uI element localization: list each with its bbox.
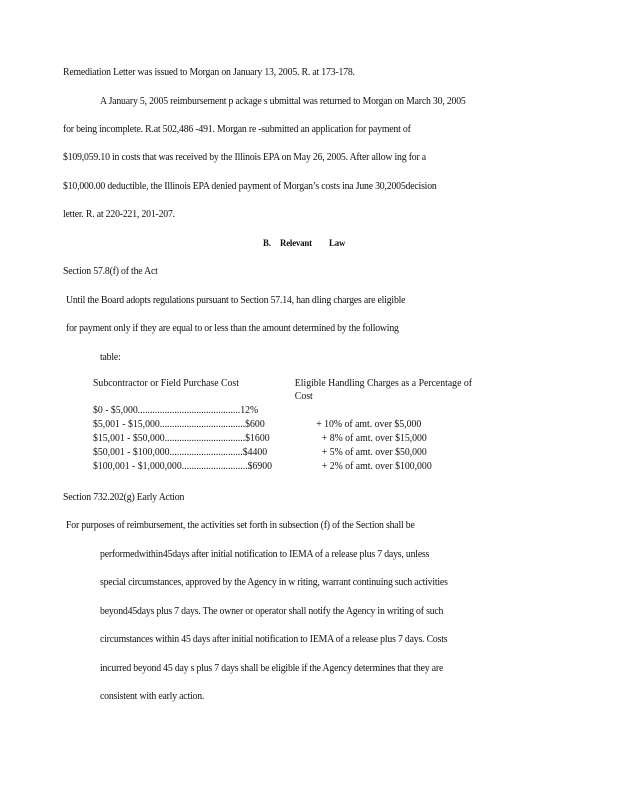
text-line: special circumstances, approved by the Agency in w riting, warrant continuing such activities bbox=[100, 577, 448, 588]
text-line: letter. R. at 220-221, 201-207. bbox=[63, 209, 175, 220]
table-cell-range: $5,001 - $15,000...................................$600 bbox=[93, 419, 265, 430]
text-line: incurred beyond 45 day s plus 7 days shall be eligible if the Agency determines that they are bbox=[100, 663, 444, 674]
section-title: Section 732.202(g) Early Action bbox=[63, 492, 185, 503]
table-cell-range: $50,001 - $100,000..............................$4400 bbox=[93, 447, 268, 458]
table-cell-range: $15,001 - $50,000.................................$1600 bbox=[93, 433, 270, 444]
text-line: Remediation Letter was issued to Morgan on January 13, 2005. R. at 173-178. bbox=[63, 67, 355, 78]
table-header-left: Subcontractor or Field Purchase Cost bbox=[93, 378, 239, 389]
text-line: For purposes of reimbursement, the activities set forth in subsection (f) of the Section shall be bbox=[66, 520, 415, 531]
section-heading-number: B. bbox=[263, 239, 271, 249]
text-line: for payment only if they are equal to or less than the amount determined by the following bbox=[66, 323, 399, 334]
text-line: $10,000.00 deductible, the Illinois EPA denied payment of Morgan’s costs ina June 30,2005decision bbox=[63, 181, 437, 192]
table-header-right-2: Cost bbox=[294, 391, 313, 402]
text-line: circumstances within 45 days after initial notification to IEMA of a release plus 7 days. Costs bbox=[100, 634, 448, 645]
table-header-right: Eligible Handling Charges as a Percentage of bbox=[294, 378, 472, 389]
text-line: consistent with early action. bbox=[100, 691, 205, 702]
table-cell-charge: + 5% of amt. over $50,000 bbox=[321, 447, 427, 458]
section-title: Section 57.8(f) of the Act bbox=[63, 266, 158, 277]
text-line: performedwithin45days after initial notification to IEMA of a release plus 7 days, unless bbox=[100, 549, 430, 560]
text-line: beyond45days plus 7 days. The owner or operator shall notify the Agency in writing of such bbox=[100, 606, 444, 617]
text-line: for being incomplete. R.at 502,486 -491. Morgan re -submitted an application for payment of bbox=[63, 124, 411, 135]
text-line: $109,059.10 in costs that was received by the Illinois EPA on May 26, 2005. After allow ing for a bbox=[63, 152, 426, 163]
section-heading-word: Law bbox=[329, 239, 346, 249]
table-cell-charge: + 8% of amt. over $15,000 bbox=[321, 433, 427, 444]
text-line: Until the Board adopts regulations pursuant to Section 57.14, han dling charges are eligible bbox=[66, 295, 406, 306]
table-cell-range: $0 - $5,000..........................................12% bbox=[93, 405, 259, 416]
text-line: table: bbox=[100, 352, 121, 363]
table-cell-range: $100,001 - $1,000,000...........................$6900 bbox=[93, 461, 273, 472]
text-line: A January 5, 2005 reimbursement p ackage s ubmittal was returned to Morgan on March 30, 2005 bbox=[100, 96, 466, 107]
table-cell-charge: + 10% of amt. over $5,000 bbox=[316, 419, 422, 430]
section-heading-word: Relevant bbox=[280, 239, 312, 249]
table-cell-charge: + 2% of amt. over $100,000 bbox=[321, 461, 432, 472]
